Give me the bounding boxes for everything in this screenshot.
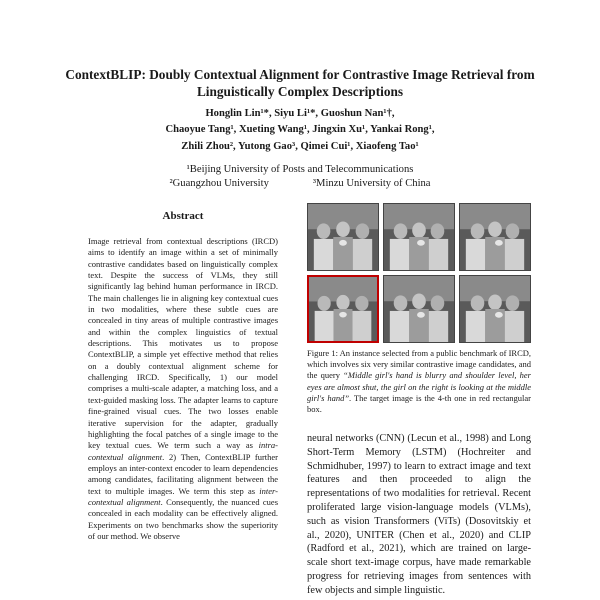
author-line: Chaoyue Tang¹, Xueting Wang¹, Jingxin Xu¹, Yankai Rong¹,: [165, 124, 435, 136]
candidate-image: [307, 203, 379, 271]
paper-title: ContextBLIP: Doubly Contextual Alignment for Contrastive Image Retrieval from Linguistically Complex Descriptions: [65, 67, 535, 99]
target-candidate-image: [307, 275, 379, 343]
figure-1-caption: Figure 1: An instance selected from a public benchmark of IRCD, which involves six very similar contrastive image candidates, and the query “Middle girl's hand is blurry and shoulder level, her eyes are almost shut, the girl on the right is looking at the middle girl's hand”. The target image is the 4-th one in red rectangular box.: [307, 348, 532, 415]
affiliation: ³Minzu University of China: [312, 178, 431, 189]
candidate-image: [383, 275, 455, 343]
author-list: [60, 106, 540, 155]
candidate-image: [459, 203, 531, 271]
affiliation: ¹Beijing University of Posts and Telecommunications: [186, 164, 414, 175]
intro-paragraph: neural networks (CNN) (Lecun et al., 1998) and Long Short-Term Memory (LSTM) (Hochreiter and Schmidhuber, 1997) to learn to extract image and text features and then proceeded to align the representations of two modalities for retrieval. Recent proliferated large vision-language models (VLMs), such as vision Transformers (ViTs) (Dosovitskiy et al., 2020), UNITER (Chen et al., 2020) and CLIP (Radford et al., 2021), which are trained on large-scale short text-image corpus, have made remarkable progress for retrieving images from sentences with few objects and simple linguistic.: [307, 433, 531, 596]
candidate-image: [459, 275, 531, 343]
abstract-heading: Abstract: [162, 210, 204, 222]
figure-1-image-grid: [307, 203, 531, 347]
author-line: Honglin Lin¹*, Siyu Li¹*, Guoshun Nan¹†,: [205, 108, 395, 119]
author-line: Zhili Zhou², Yutong Gao³, Qimei Cui¹, Xiaofeng Tao¹: [181, 140, 419, 152]
affiliations: [60, 163, 540, 191]
affiliation: ²Guangzhou University: [169, 178, 269, 189]
candidate-image: [383, 203, 455, 271]
abstract-text: Image retrieval from contextual descriptions (IRCD) aims to identify an image within a set of minimally contrastive candidates based on linguistically complex text. Despite the success of VLMs, they still significantly lag behind human performance in IRCD. The main challenges lie in aligning key contextual cues in two modalities, where these subtle cues are concealed in tiny areas of multiple contrastive images and within the complex linguistics of textual descriptions. This motivates us to propose ContextBLIP, a simple yet effective method that relies on a doubly contextual alignment scheme for challenging IRCD. Specifically, 1) our model comprises a multi-scale adapter, a matching loss, and a text-guided masking loss. The adapter learns to capture fine-grained visual cues. The two losses enable iterative supervision for the adapter, gradually highlighting the focal patches of a single image to the key textual cues. We term such a way as intra-contextual alignment. 2) Then, ContextBLIP further employs an inter-context encoder to learn dependencies among candidates, facilitating alignment between the text to multiple images. We term this step as inter-contextual alignment. Consequently, the nuanced cues concealed in each modality can be effectively aligned. Experiments on two benchmarks show the superiority of our method. We observe: [88, 236, 278, 541]
